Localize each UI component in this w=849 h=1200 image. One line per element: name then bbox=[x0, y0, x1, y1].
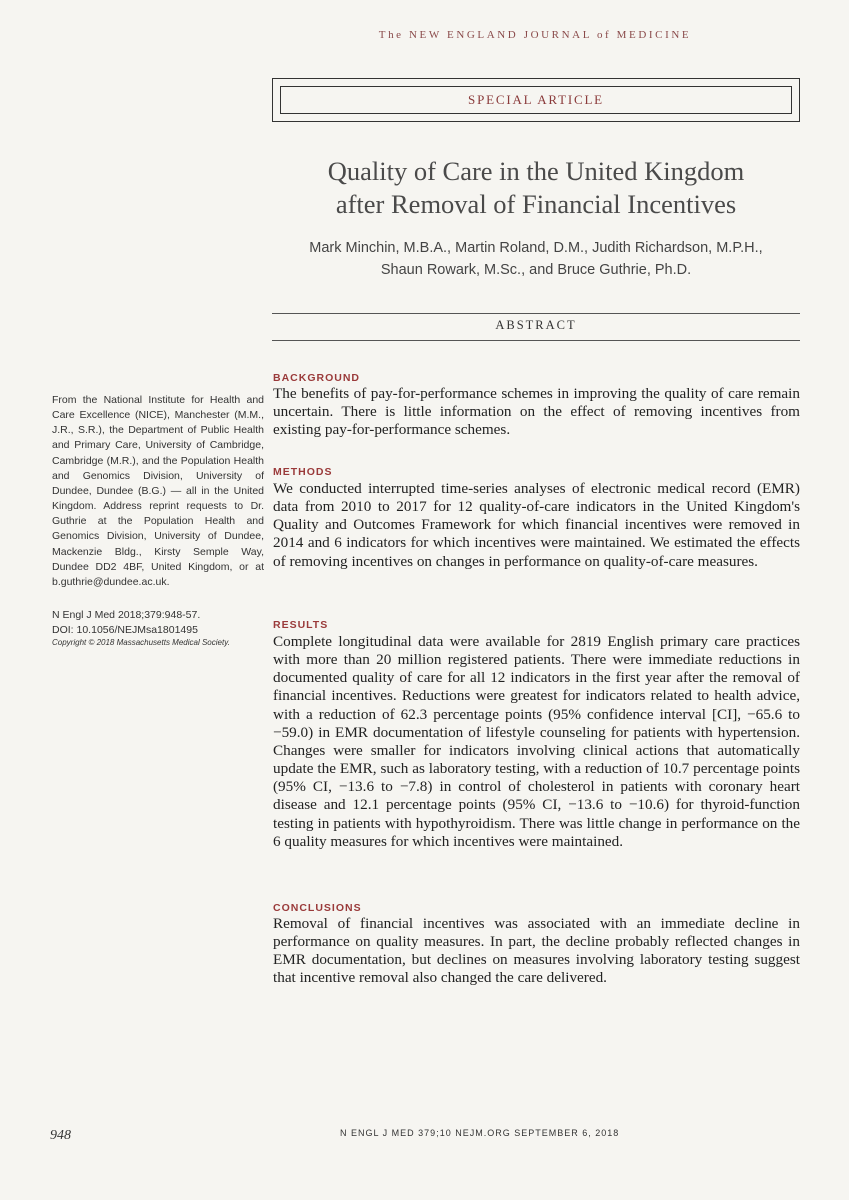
authors-line-2: Shaun Rowark, M.Sc., and Bruce Guthrie, Ph.D. bbox=[380, 262, 692, 278]
section-label-inner-frame bbox=[280, 86, 792, 114]
page-number: 948 bbox=[50, 1128, 71, 1143]
citation-journal: N Engl J Med 2018;379:948-57. bbox=[52, 609, 201, 621]
conclusions-heading: CONCLUSIONS bbox=[273, 902, 362, 914]
title-line-1: Quality of Care in the United Kingdom bbox=[327, 156, 745, 186]
section-label: SPECIAL ARTICLE bbox=[468, 92, 604, 107]
copyright-notice: Copyright © 2018 Massachusetts Medical Society. bbox=[52, 638, 230, 647]
background-text: The benefits of pay-for-performance schemes in improving the quality of care remain uncertain. There is little information on the effect of removing incentives from existing pay-for-performance schemes. bbox=[273, 385, 800, 439]
abstract-rule-top bbox=[272, 313, 800, 314]
journal-header: The NEW ENGLAND JOURNAL of MEDICINE bbox=[378, 29, 692, 41]
abstract-heading: ABSTRACT bbox=[495, 318, 577, 332]
results-heading: RESULTS bbox=[273, 619, 329, 631]
citation-doi: DOI: 10.1056/NEJMsa1801495 bbox=[52, 624, 198, 636]
title-line-2: after Removal of Financial Incentives bbox=[335, 189, 737, 219]
author-list bbox=[272, 237, 800, 281]
abstract-rule-bottom bbox=[272, 340, 800, 341]
methods-heading: METHODS bbox=[273, 466, 333, 478]
article-title bbox=[272, 155, 800, 221]
results-text: Complete longitudinal data were available for 2819 English primary care practices with more than 20 million registered patients. There were immediate reductions in documented quality of care for all 12 indicators in the first year after the removal of financial incentives. Reductions were greatest for indicators related to health advice, with a reduction of 62.3 percentage points (95% confidence interval [CI], −65.6 to −59.0) in EMR documentation of lifestyle counseling for patients with hypertension. Changes were smaller for indicators involving clinical actions that automatically update the EMR, such as laboratory testing, with a reduction of 10.7 percentage points (95% CI, −13.6 to −7.8) in control of cholesterol in patients with coronary heart disease and 12.1 percentage points (95% CI, −13.6 to −10.6) for thyroid-function testing in patients with hypothyroidism. There was little change in performance on the 6 quality measures for which incentives were maintained. bbox=[273, 633, 800, 850]
background-heading: BACKGROUND bbox=[273, 372, 360, 384]
author-affiliations: From the National Institute for Health and Care Excellence (NICE), Manchester (M.M., J.R., S.R.), the Department of Public Health and Primary Care, University of Cambridge, Cambridge (M.R.), and the Population Health and Genomics Division, University of Dundee, Dundee (B.G.) — all in the United Kingdom. Address reprint requests to Dr. Guthrie at the Population Health and Genomics Division, University of Dundee, Mackenzie Bldg., Kirsty Semple Way, Dundee DD2 4BF, United Kingdom, or at b.guthrie@dundee.ac.uk. bbox=[52, 394, 264, 588]
footer-citation: N ENGL J MED 379;10 NEJM.ORG SEPTEMBER 6, 2018 bbox=[340, 1128, 620, 1138]
methods-text: We conducted interrupted time-series analyses of electronic medical record (EMR) data from 2010 to 2017 for 12 quality-of-care indicators in the United Kingdom's Quality and Outcomes Framework for which financial incentives were removed in 2014 and 6 indicators for which incentives were maintained. We estimated the effects of removing incentives on changes in performance on quality-of-care measures. bbox=[273, 480, 800, 570]
section-label-box bbox=[272, 78, 800, 122]
citation-block bbox=[52, 608, 264, 638]
conclusions-text: Removal of financial incentives was associated with an immediate decline in performance on quality measures. In part, the decline probably reflected changes in EMR documentation, but declines on measures involving laboratory testing suggest that incentive removal also changed the care delivered. bbox=[273, 915, 800, 987]
authors-line-1: Mark Minchin, M.B.A., Martin Roland, D.M., Judith Richardson, M.P.H., bbox=[309, 240, 763, 256]
